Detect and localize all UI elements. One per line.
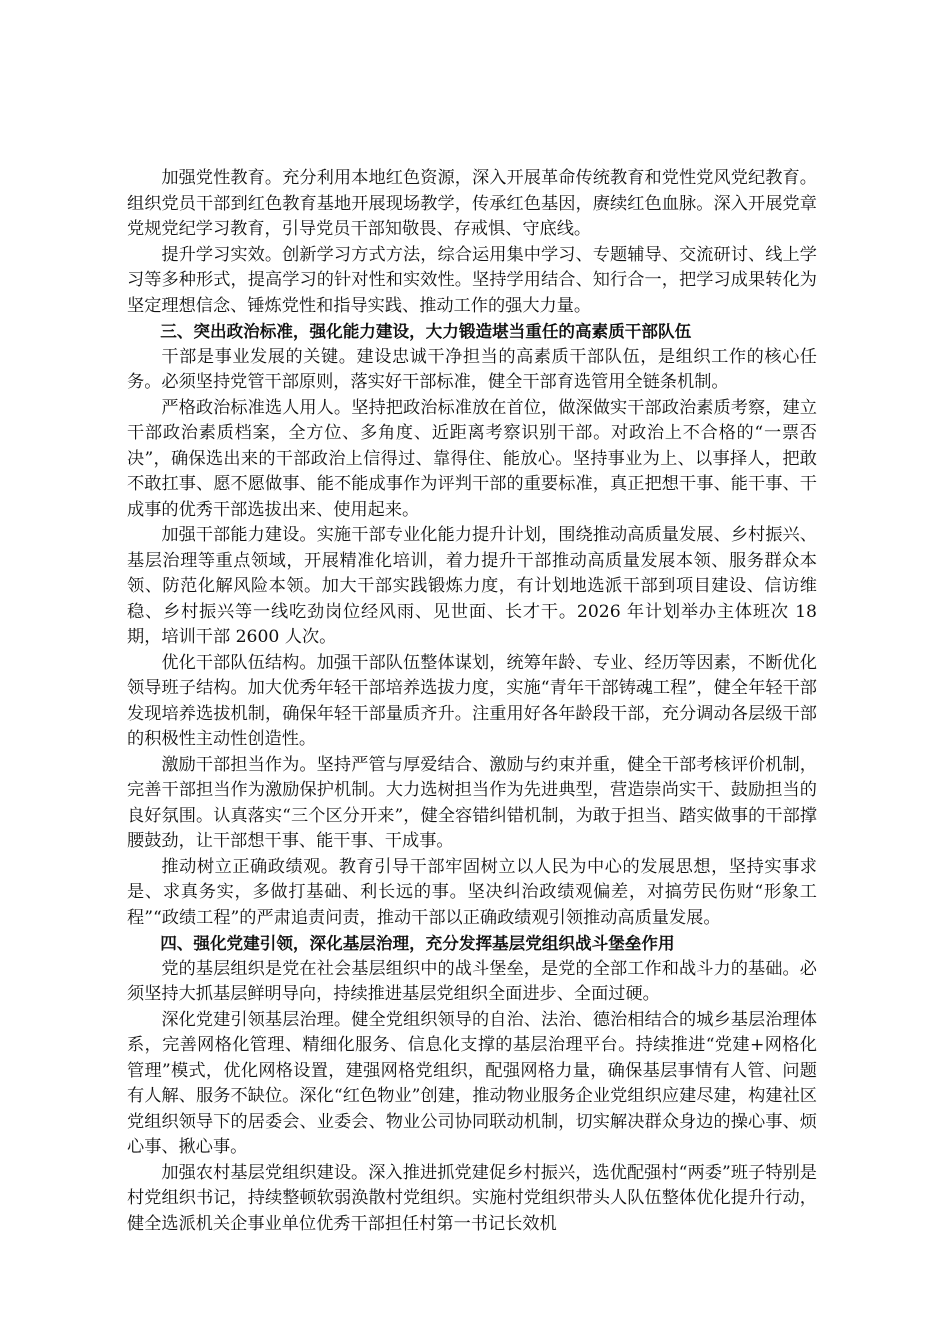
paragraph-team-structure: 优化干部队伍结构。加强干部队伍整体谋划，统筹年龄、专业、经历等因素，不断优化领导班子结构。加大优秀年轻干部培养选拔力度，实施“青年干部铸魂工程”，健全年轻干部发现培养选拔机制，确保年轻干部量质齐升。注重用好各年龄段干部，充分调动各层级干部的积极性主动性创造性。 [127,652,817,749]
document-page [127,166,817,1237]
paragraph-political-standard: 严格政治标准选人用人。坚持把政治标准放在首位，做深做实干部政治素质考察，建立干部政治素质档案，全方位、多角度、近距离考察识别干部。对政治上不合格的“一票否决”，确保选出来的干部政治上信得过、靠得住、能放心。坚持事业为上、以事择人，把敢不敢扛事、愿不愿做事、能不能成事作为评判干部的重要标准，真正把想干事、能干事、干成事的优秀干部选拔出来、使用起来。 [127,397,817,520]
paragraph-party-spirit-education: 加强党性教育。充分利用本地红色资源，深入开展革命传统教育和党性党风党纪教育。组织党员干部到红色教育基地开展现场教学，传承红色基因，赓续红色血脉。深入开展党章党规党纪学习教育，引导党员干部知敬畏、存戒惧、守底线。 [127,168,817,239]
paragraph-incentive: 激励干部担当作为。坚持严管与厚爱结合、激励与约束并重，健全干部考核评价机制，完善干部担当作为激励保护机制。大力选树担当作为先进典型，营造崇尚实干、鼓励担当的良好氛围。认真落实“三个区分开来”，健全容错纠错机制，为敢于担当、踏实做事的干部撑腰鼓劲，让干部想干事、能干事、干成事。 [127,754,817,851]
paragraph-rural-party-building: 加强农村基层党组织建设。深入推进抓党建促乡村振兴，选优配强村“两委”班子特别是村党组织书记，持续整顿软弱涣散村党组织。实施村党组织带头人队伍整体优化提升行动，健全选派机关企事业单位优秀干部担任村第一书记长效机 [127,1162,817,1234]
paragraph-performance-view: 推动树立正确政绩观。教育引导干部牢固树立以人民为中心的发展思想，坚持实事求是、求真务实，多做打基础、利长远的事。坚决纠治政绩观偏差，对搞劳民伤财“形象工程”“政绩工程”的严肃追责问责，推动干部以正确政绩观引领推动高质量发展。 [127,856,817,928]
paragraph-cadre-intro: 干部是事业发展的关键。建设忠诚干净担当的高素质干部队伍，是组织工作的核心任务。必须坚持党管干部原则，落实好干部标准，健全干部育选管用全链条机制。 [127,346,817,392]
section-heading-3: 三、突出政治标准，强化能力建设，大力锻造堪当重任的高素质干部队伍 [160,322,692,341]
paragraph-grassroots-governance: 深化党建引领基层治理。健全党组织领导的自治、法治、德治相结合的城乡基层治理体系，完善网格化管理、精细化服务、信息化支撑的基层治理平台。持续推进“党建+网格化管理”模式，优化网格设置，建强网格党组织，配强网格力量，确保基层事情有人管、问题有人解、服务不缺位。深化“红色物业”创建，推动物业服务企业党组织应建尽建，构建社区党组织领导下的居委会、业委会、物业公司协同联动机制，切实解决群众身边的操心事、烦心事、揪心事。 [127,1009,817,1157]
section-heading-4: 四、强化党建引领，深化基层治理，充分发挥基层党组织战斗堡垒作用 [160,934,675,953]
paragraph-learning-effectiveness: 提升学习实效。创新学习方式方法，综合运用集中学习、专题辅导、交流研讨、线上学习等多种形式，提高学习的针对性和实效性。坚持学用结合、知行合一，把学习成果转化为坚定理想信念、锤炼党性和指导实践、推动工作的强大力量。 [127,244,817,316]
paragraph-grassroots-intro: 党的基层组织是党在社会基层组织中的战斗堡垒，是党的全部工作和战斗力的基础。必须坚持大抓基层鲜明导向，持续推进基层党组织全面进步、全面过硬。 [127,958,817,1004]
paragraph-cadre-capability: 加强干部能力建设。实施干部专业化能力提升计划，围绕推动高质量发展、乡村振兴、基层治理等重点领域，开展精准化培训，着力提升干部推动高质量发展本领、服务群众本领、防范化解风险本领。加大干部实践锻炼力度，有计划地选派干部到项目建设、信访维稳、乡村振兴等一线吃劲岗位经风雨、见世面、长才干。2026 年计划举办主体班次 18 期，培训干部 2600 人次。 [127,525,817,647]
